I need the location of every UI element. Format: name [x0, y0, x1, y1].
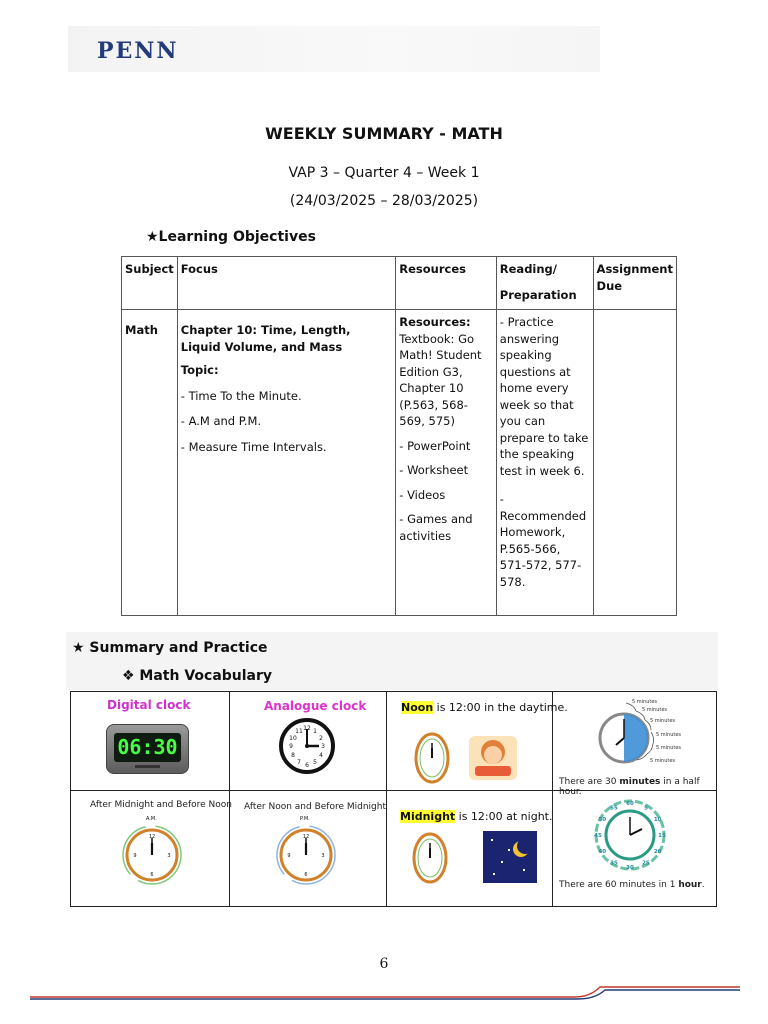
table-row: [122, 310, 677, 616]
header-reading-l2: Preparation: [499, 287, 577, 302]
child-eating-image: [469, 736, 517, 780]
minute-mark-label: 60: [626, 801, 634, 807]
svg-text:4: 4: [319, 752, 323, 759]
cell-focus: [177, 310, 396, 616]
resource-item: - Videos: [399, 487, 446, 502]
page-number: 6: [379, 956, 389, 972]
noon-word: Noon: [401, 701, 434, 714]
school-logo: PENN: [97, 38, 179, 64]
minute-mark-label: 55: [610, 805, 618, 812]
topic-item: - A.M and P.M.: [180, 414, 262, 428]
svg-text:2: 2: [319, 735, 323, 742]
half-hour-bold: minutes: [619, 777, 661, 787]
analogue-clock-label: Analogue clock: [264, 699, 367, 713]
cell-reading: [496, 310, 593, 616]
digital-clock-display: 06:30: [114, 733, 181, 762]
digital-clock-label: Digital clock: [107, 698, 191, 712]
cell-subject: Math: [122, 310, 178, 616]
reading-text: - Practice answering speaking questions at home every week so that you can prepare to take the speaking test in week 6.: [499, 315, 589, 478]
section-vocabulary: ❖ Math Vocabulary: [122, 668, 273, 684]
am-clock-icon: [121, 824, 183, 886]
hour-caption: [559, 880, 705, 890]
vocabulary-grid: [70, 691, 717, 907]
footer-decoration: [30, 982, 740, 1002]
section-learning-objectives: ★Learning Objectives: [146, 229, 316, 245]
hour-bold: hour: [678, 880, 702, 890]
minute-mark-label: 35: [610, 860, 618, 867]
hour-post: .: [701, 880, 705, 890]
pm-clock-icon: [275, 824, 337, 886]
subtitle-dates: (24/03/2025 – 28/03/2025): [289, 193, 479, 209]
minute-mark-label: 50: [598, 817, 607, 823]
objectives-table: [121, 256, 677, 616]
header-reading-l1: Reading/: [499, 262, 557, 276]
header-assignment-l1: Assignment: [596, 262, 673, 276]
resources-label: Resources:: [399, 315, 471, 329]
svg-text:6: 6: [305, 762, 309, 769]
analogue-clock-icon: [279, 718, 335, 774]
subtitle-class: VAP 3 – Quarter 4 – Week 1: [288, 165, 480, 181]
half-hour-clock-icon: [586, 697, 706, 777]
minute-mark-label: 25: [642, 860, 650, 867]
cell-assignment: [593, 310, 676, 616]
focus-title: Chapter 10: Time, Length, Liquid Volume, and Mass: [180, 323, 351, 354]
svg-text:3: 3: [167, 853, 171, 859]
svg-text:12: 12: [302, 834, 310, 840]
svg-text:5: 5: [313, 759, 317, 766]
svg-text:3: 3: [321, 743, 325, 750]
svg-text:5 minutes: 5 minutes: [632, 699, 658, 705]
header-reading: [496, 257, 593, 310]
half-hour-caption: [559, 777, 716, 797]
grid-divider: [229, 692, 230, 906]
am-caption: After Midnight and Before Noon: [90, 800, 232, 810]
topic-item: - Measure Time Intervals.: [180, 439, 327, 454]
svg-text:7: 7: [297, 759, 301, 766]
svg-text:11: 11: [295, 728, 303, 735]
header-focus: Focus: [177, 257, 396, 310]
minute-mark-label: 45: [594, 833, 602, 839]
digital-clock-icon: [106, 724, 189, 774]
hour-pre: There are 60 minutes in 1: [559, 880, 679, 890]
svg-text:6: 6: [150, 872, 154, 878]
resources-text: Textbook: Go Math! Student Edition G3, Chapter 10 (P.563, 568-569, 575): [399, 331, 482, 428]
page-title: WEEKLY SUMMARY - MATH: [265, 124, 503, 143]
minute-mark-label: 15: [658, 833, 666, 839]
svg-text:9: 9: [133, 853, 137, 859]
digital-clock-buttons: [135, 765, 160, 768]
grid-divider: [552, 692, 553, 906]
noon-sentence: [401, 701, 568, 714]
svg-text:9: 9: [287, 853, 291, 859]
header-assignment: [593, 257, 676, 310]
minute-mark-label: 10: [653, 817, 662, 823]
header-resources: Resources: [396, 257, 497, 310]
topic-label: Topic:: [180, 363, 219, 377]
table-header-row: [122, 257, 677, 310]
svg-text:5 minutes: 5 minutes: [656, 745, 682, 751]
noon-rest: is 12:00 in the daytime.: [433, 701, 568, 714]
svg-text:6: 6: [304, 872, 308, 878]
resource-item: - PowerPoint: [399, 438, 471, 453]
midnight-sentence: [400, 810, 552, 823]
pm-label: P.M.: [300, 816, 310, 822]
half-hour-pre: There are 30: [559, 777, 620, 787]
grid-divider: [386, 692, 387, 906]
svg-text:8: 8: [291, 752, 295, 759]
minute-mark-label: 20: [653, 849, 662, 855]
topic-item: - Time To the Minute.: [180, 388, 302, 403]
pm-caption: After Noon and Before Midnight: [244, 802, 386, 812]
svg-text:5 minutes: 5 minutes: [650, 718, 676, 724]
resource-item: - Worksheet: [399, 463, 469, 477]
midnight-clock-icon: [412, 832, 448, 884]
svg-text:12: 12: [303, 725, 311, 732]
midnight-word: Midnight: [400, 810, 456, 823]
reading-homework: -Recommended Homework, P.565-566, 571-572, 577-578.: [499, 492, 587, 589]
svg-text:5 minutes: 5 minutes: [656, 732, 682, 738]
am-label: A.M.: [146, 816, 157, 822]
minute-mark-label: 5: [644, 805, 648, 812]
svg-text:1: 1: [313, 728, 317, 735]
noon-clock-icon: [414, 732, 450, 784]
resource-item: - Games and activities: [399, 512, 473, 543]
midnight-rest: is 12:00 at night.: [455, 810, 553, 823]
svg-text:12: 12: [148, 834, 156, 840]
section-summary: ★ Summary and Practice: [72, 640, 268, 656]
half-hour-post: in a half hour.: [559, 777, 700, 797]
header-assignment-l2: Due: [596, 278, 623, 293]
svg-text:10: 10: [289, 735, 297, 742]
hour-clock-icon: [590, 795, 670, 873]
cell-resources: [396, 310, 497, 616]
header-subject: Subject: [122, 257, 178, 310]
svg-text:5 minutes: 5 minutes: [642, 707, 668, 713]
svg-text:5 minutes: 5 minutes: [650, 758, 676, 764]
svg-text:9: 9: [289, 743, 293, 750]
minute-mark-label: 30: [626, 865, 634, 871]
minute-mark-label: 40: [598, 849, 607, 855]
svg-text:3: 3: [321, 853, 325, 859]
night-sky-image: [483, 831, 537, 883]
